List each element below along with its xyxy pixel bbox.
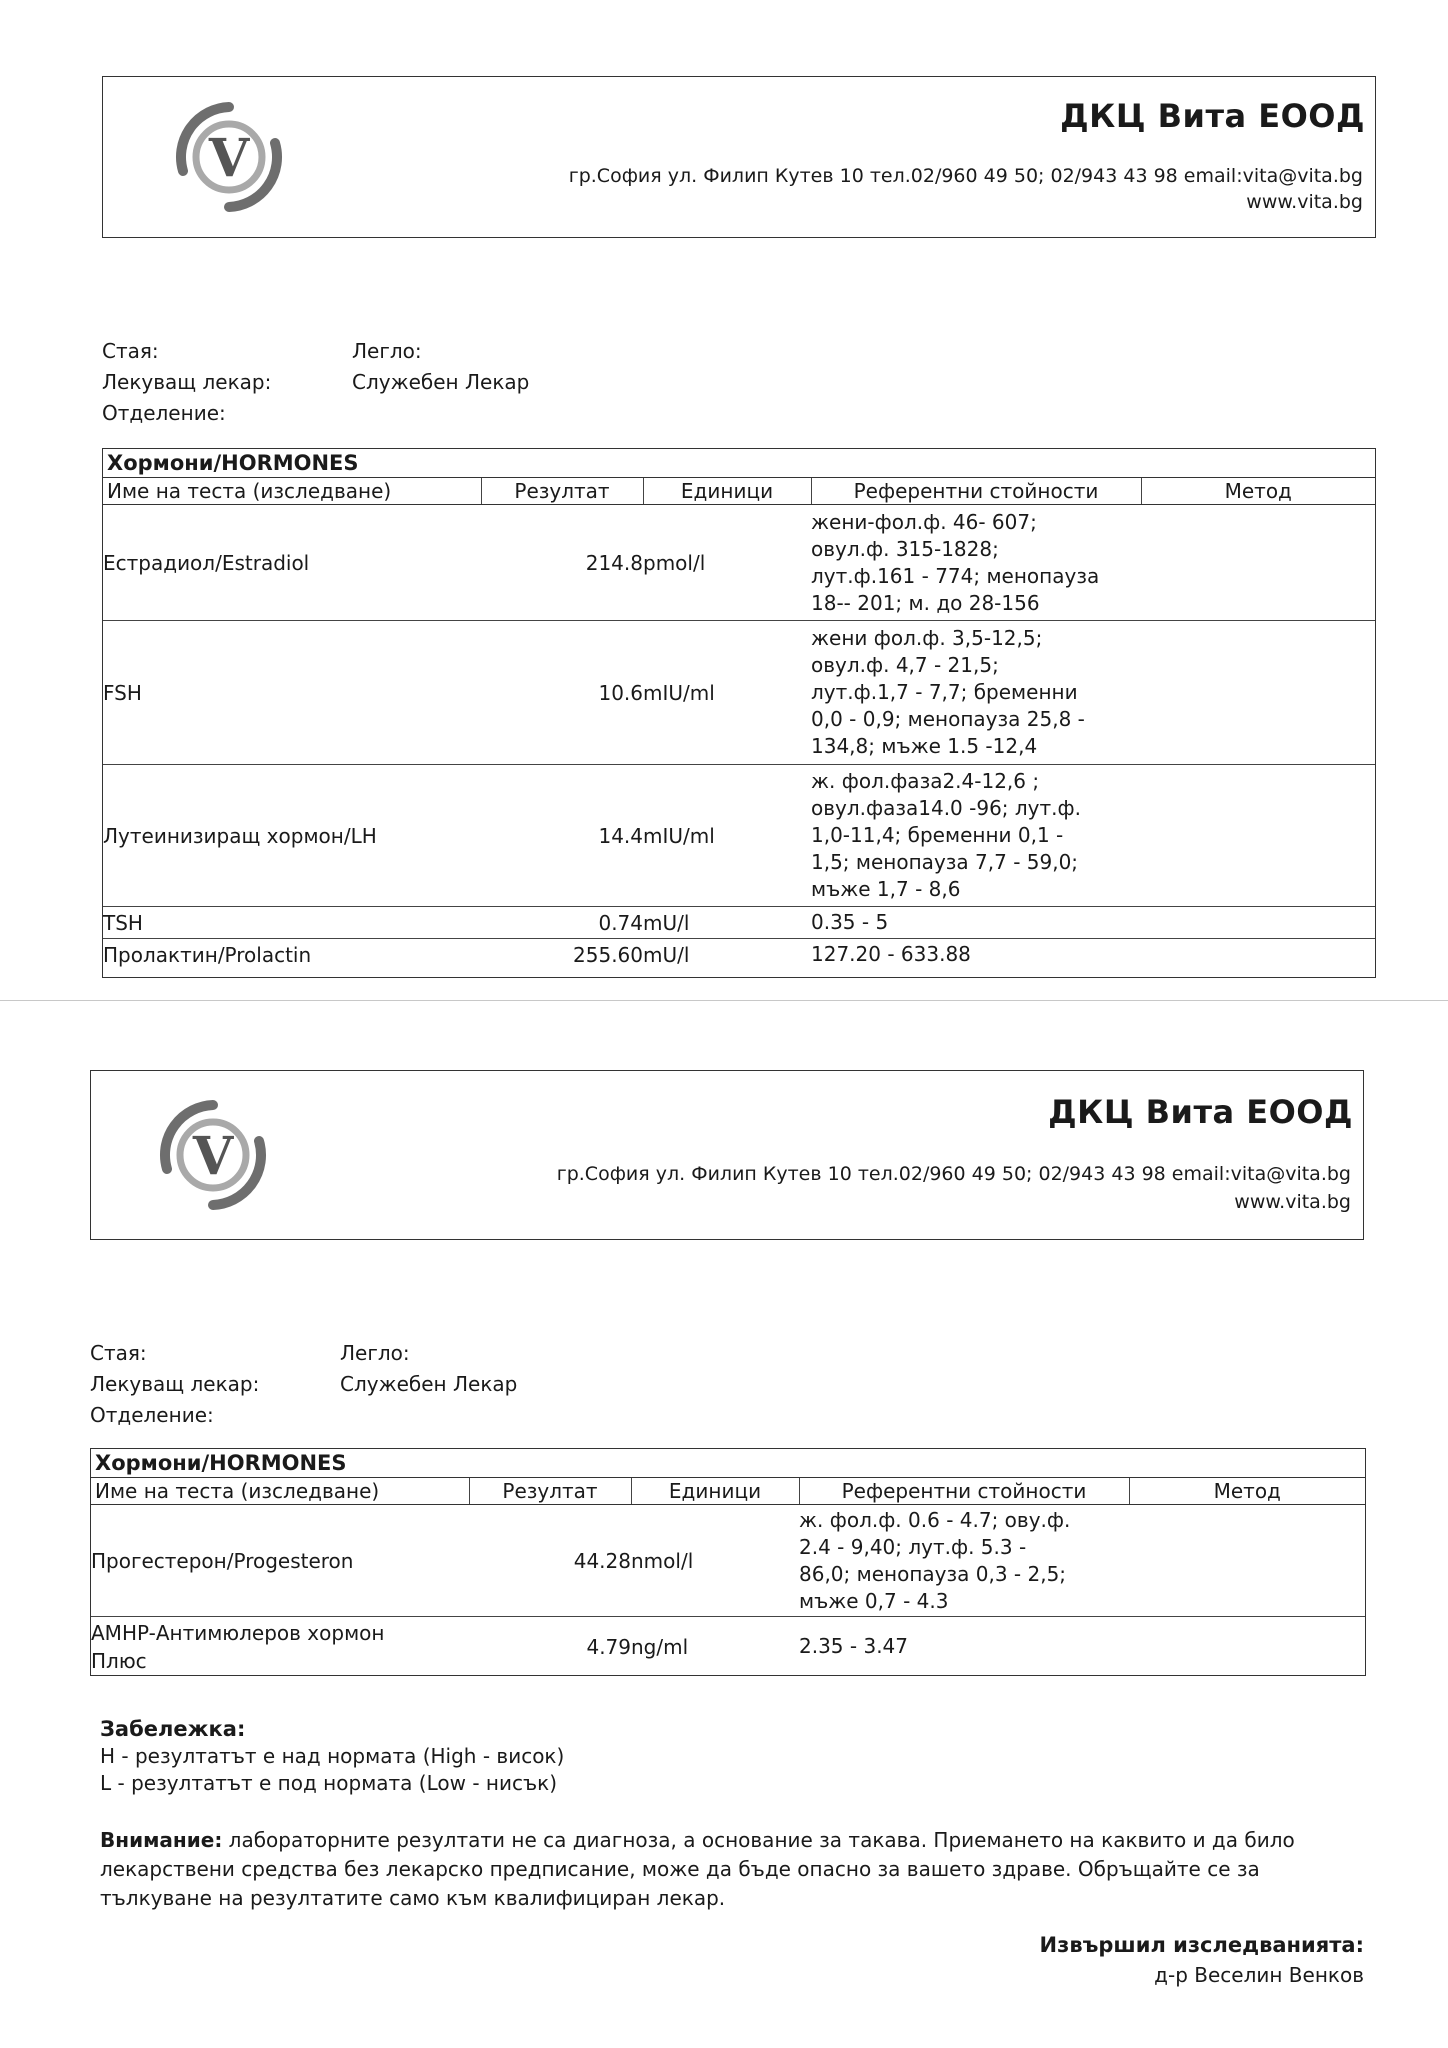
patient-info-2 (90, 1338, 517, 1431)
col-units: Единици (643, 478, 811, 505)
test-name: Естрадиол/Estradiol (103, 505, 481, 621)
test-reference: ж. фол.ф. 0.6 - 4.7; ову.ф. 2.4 - 9,40; лут.ф. 5.3 - 86,0; менопауза 0,3 - 2,5; мъже 0,7 - 4.3 (799, 1505, 1129, 1617)
doctor-label: Лекуващ лекар: (102, 370, 272, 394)
bed-label: Легло: (340, 1341, 410, 1365)
warning-label: Внимание: (100, 1828, 223, 1852)
col-reference: Референтни стойности (799, 1478, 1129, 1505)
test-result: 0.74 (481, 907, 643, 939)
notes-title: Забележка: (100, 1717, 246, 1741)
test-method (1129, 1617, 1365, 1677)
test-unit: mU/l (643, 907, 811, 939)
test-reference: 2.35 - 3.47 (799, 1634, 908, 1659)
doctor-value: Служебен Лекар (340, 1372, 518, 1396)
results-table-box-2 (90, 1448, 1366, 1676)
test-reference: жени фол.ф. 3,5-12,5; овул.ф. 4,7 - 21,5; лут.ф.1,7 - 7,7; бременни 0,0 - 0,9; менопауза 25,8 - 134,8; мъже 1.5 -12,4 (811, 621, 1141, 765)
test-unit: mIU/ml (643, 765, 811, 907)
test-reference: жени-фол.ф. 46- 607; овул.ф. 315-1828; лут.ф.161 - 774; менопауза 18-- 201; м. до 28-156 (811, 505, 1141, 621)
doctor-value: Служебен Лекар (352, 370, 530, 394)
department-label: Отделение: (102, 401, 226, 425)
table-row (103, 621, 1375, 765)
test-name: Лутеинизиращ хормон/LH (103, 765, 481, 907)
clinic-header-1 (102, 76, 1376, 238)
col-method: Метод (1141, 478, 1375, 505)
test-result: 10.6 (481, 621, 643, 765)
col-result: Резултат (469, 1478, 631, 1505)
col-test: Име на теста (изследване) (103, 478, 481, 505)
test-name: AMHP-Антимюлеров хормон Плюс (91, 1620, 385, 1673)
clinic-address: гр.София ул. Филип Кутев 10 тел.02/960 49 50; 02/943 43 98 email:vita@vita.bg (556, 1163, 1351, 1185)
clinic-logo-icon (171, 99, 287, 215)
patient-info-1 (102, 336, 529, 429)
col-units: Единици (631, 1478, 799, 1505)
test-unit: mU/l (643, 942, 690, 967)
room-label: Стая: (102, 339, 159, 363)
warning-block (100, 1826, 1350, 1913)
section-title: Хормони/HORMONES (103, 449, 1375, 478)
test-reference: ж. фол.фаза2.4-12,6 ; овул.фаза14.0 -96; лут.ф. 1,0-11,4; бременни 0,1 - 1,5; менопауза 7,7 - 59,0; мъже 1,7 - 8,6 (811, 765, 1141, 907)
test-method (1141, 765, 1375, 907)
test-reference: 0.35 - 5 (811, 907, 1141, 939)
notes-block (100, 1716, 564, 1797)
test-result: 44.28 (469, 1505, 631, 1617)
table-row (91, 1505, 1365, 1617)
warning-text: лабораторните резултати не са диагноза, а основание за такава. Приемането на каквито и да било лекарствени средства без лекарско предписание, може да бъде опасно за вашето здраве. Обръщайте се за тълкуване на резултатите само към квалифициран лекар. (100, 1828, 1295, 1910)
note-low: L - резултатът е под нормата (Low - нисък) (100, 1771, 558, 1795)
test-method (1141, 505, 1375, 621)
clinic-name: ДКЦ Вита ЕООД (1060, 97, 1365, 135)
test-unit: nmol/l (631, 1505, 799, 1617)
test-method (1129, 1505, 1365, 1617)
test-result: 255.60 (573, 942, 643, 967)
table-row (103, 939, 1375, 971)
note-high: H - резултатът е над нормата (High - висок) (100, 1744, 565, 1768)
clinic-logo-icon (155, 1097, 271, 1213)
test-unit: mIU/ml (643, 621, 811, 765)
test-name: TSH (103, 907, 481, 939)
test-unit: ng/ml (631, 1634, 689, 1659)
performer-block (1040, 1930, 1364, 1990)
results-table-box-1 (102, 448, 1376, 978)
doctor-label: Лекуващ лекар: (90, 1372, 260, 1396)
test-result: 4.79 (586, 1634, 631, 1659)
test-method (1141, 621, 1375, 765)
logo-letter: V (192, 1126, 234, 1187)
test-name: Прогестерон/Progesteron (91, 1505, 469, 1617)
test-method (1141, 939, 1375, 971)
table-row (103, 765, 1375, 907)
performer-name: д-р Веселин Венков (1154, 1963, 1364, 1987)
results-table (91, 1478, 1365, 1677)
logo-letter: V (208, 128, 250, 189)
test-name: Пролактин/Prolactin (103, 942, 312, 967)
table-row (103, 907, 1375, 939)
test-reference: 127.20 - 633.88 (811, 942, 971, 967)
test-result: 14.4 (481, 765, 643, 907)
department-label: Отделение: (90, 1403, 214, 1427)
clinic-website: www.vita.bg (1234, 1191, 1351, 1213)
clinic-name: ДКЦ Вита ЕООД (1048, 1093, 1353, 1131)
clinic-header-2 (90, 1070, 1364, 1240)
results-table (103, 478, 1375, 971)
section-title: Хормони/HORMONES (91, 1449, 1365, 1478)
col-reference: Референтни стойности (811, 478, 1141, 505)
clinic-website: www.vita.bg (1246, 191, 1363, 213)
col-test: Име на теста (изследване) (91, 1478, 469, 1505)
table-row (91, 1617, 1365, 1677)
test-method (1141, 907, 1375, 939)
test-unit: pmol/l (643, 505, 811, 621)
room-label: Стая: (90, 1341, 147, 1365)
test-result: 214.8 (481, 505, 643, 621)
col-result: Резултат (481, 478, 643, 505)
bed-label: Легло: (352, 339, 422, 363)
test-name: FSH (103, 621, 481, 765)
table-row (103, 505, 1375, 621)
performer-title: Извършил изследванията: (1039, 1933, 1364, 1957)
page-divider (0, 1000, 1448, 1001)
col-method: Метод (1129, 1478, 1365, 1505)
clinic-address: гр.София ул. Филип Кутев 10 тел.02/960 49 50; 02/943 43 98 email:vita@vita.bg (568, 165, 1363, 187)
